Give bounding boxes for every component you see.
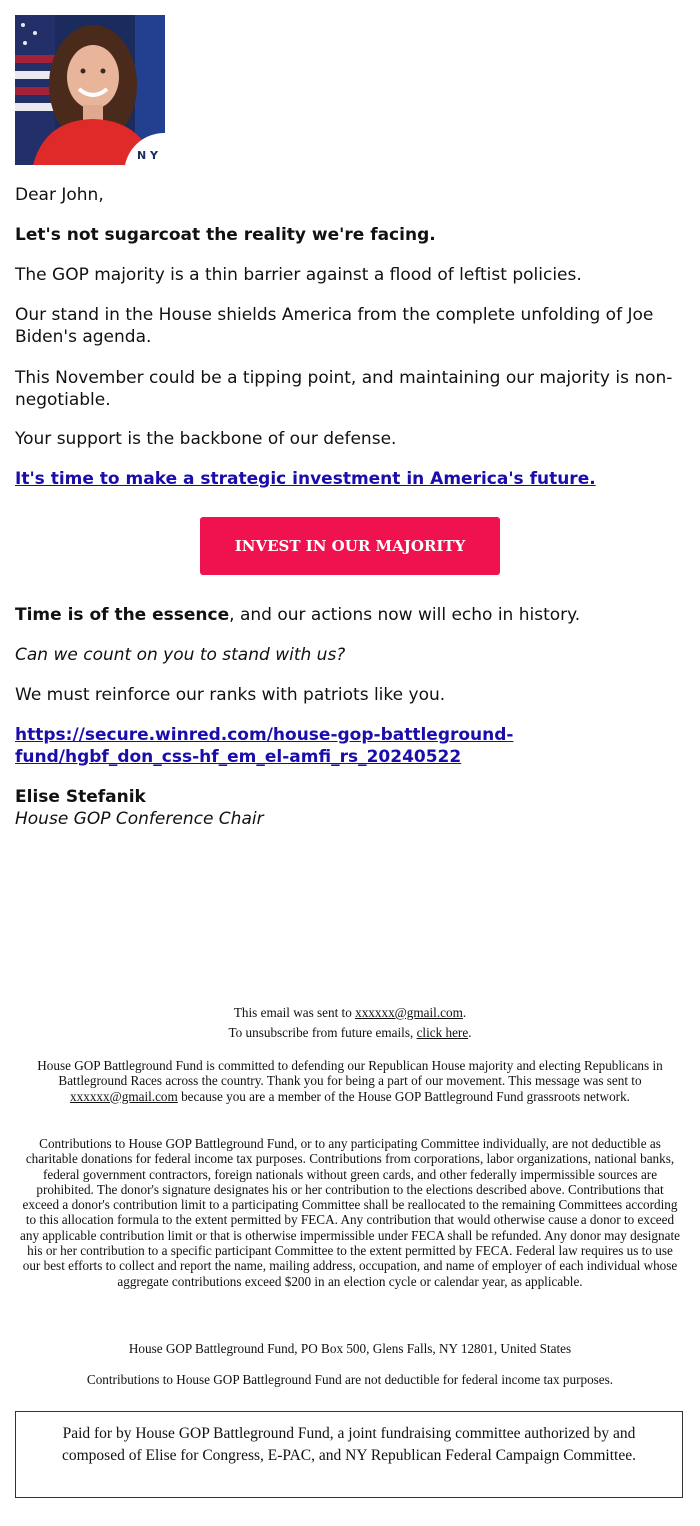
sent-to-email[interactable]: xxxxxx@gmail.com [355, 1005, 463, 1020]
sender-photo [15, 15, 165, 165]
sent-to-period: . [462, 1005, 467, 1020]
footer-legal: Contributions to House GOP Battleground Fund, or to any participating Committee individually, are not deductible as charitable donations for federal income tax purposes. Contributions from corporations, labor organizations, national banks, federal government contractors, foreign nationals without green cards, and other federally impermissible sources are prohibited. The donor's signature designates his or her contribution to the elections described above. Contributions that exceed a donor's contribution limit to a participating Committee shall be reallocated to the remaining Committees according to this allocation formula to the extent permitted by FECA. Any contribution that would otherwise cause a donor to exceed any applicable contribution limit or that is otherwise impermissible under FECA shall be refunded. Any donor may designate his or her contribution to a specific participant Committee to the extent permitted by FECA. Federal law requires us to use our best efforts to collect and report the name, mailing address, occupation, and name of employer of each individual whose aggregate contributions exceed $200 in an election cycle or calendar year, as applicable. [20, 1136, 680, 1289]
unsubscribe-text: To unsubscribe from future emails, [228, 1025, 417, 1040]
about-text-a: House GOP Battleground Fund is committed to defending our Republican House majority and electing Republicans in Battleground Races across the country. Thank you for being a part of our movement. This message was sent to [37, 1058, 663, 1089]
portrait-image [15, 15, 165, 165]
greeting: Dear John, [15, 185, 104, 205]
footer-sent-to [20, 1005, 680, 1020]
unsubscribe-period: . [468, 1025, 472, 1040]
paragraph-time [15, 604, 685, 626]
footer-unsubscribe [20, 1025, 680, 1040]
time-emphasis: Time is of the essence [15, 605, 230, 625]
unsubscribe-link[interactable]: click here [416, 1025, 469, 1040]
paragraph-house-stand: Our stand in the House shields America from the complete unfolding of Joe Biden's agenda. [15, 305, 654, 347]
paragraph-majority: The GOP majority is a thin barrier against a flood of leftist policies. [15, 265, 582, 285]
invest-button[interactable]: INVEST IN OUR MAJORITY [200, 517, 500, 575]
about-email[interactable]: xxxxxx@gmail.com [70, 1088, 178, 1104]
donation-url-line [15, 724, 685, 768]
donation-url-part1: https://secure.winred.com/house-gop-battleground- [15, 725, 514, 745]
paragraph-reinforce: We must reinforce our ranks with patriots like you. [15, 685, 446, 705]
investment-link-line [15, 468, 685, 490]
opening-line: Let's not sugarcoat the reality we're facing. [15, 225, 436, 245]
about-text-b: because you are a member of the House GOP Battleground Fund grassroots network. [177, 1088, 630, 1104]
paragraph-count-on-you: Can we count on you to stand with us? [15, 645, 346, 665]
donation-url-part2: fund/hgbf_don_css-hf_em_el-amfi_rs_20240522 [15, 747, 462, 767]
signature-name: Elise Stefanik [15, 787, 146, 807]
footer-tax-note: Contributions to House GOP Battleground Fund are not deductible for federal income tax purposes. [86, 1372, 614, 1387]
sent-to-text: This email was sent to [233, 1005, 356, 1020]
svg-text:N Y: N Y [137, 149, 159, 162]
time-rest: , and our actions now will echo in history. [229, 605, 581, 625]
footer-about [20, 1058, 680, 1104]
paid-for-disclaimer: Paid for by House GOP Battleground Fund, a joint fundraising committee authorized by and composed of Elise for Congress, E-PAC, and NY Republican Federal Campaign Committee. [15, 1411, 683, 1498]
paragraph-november: This November could be a tipping point, and maintaining our majority is non-negotiable. [15, 368, 673, 410]
investment-link[interactable]: It's time to make a strategic investment in America's future. [15, 469, 596, 489]
signature-title: House GOP Conference Chair [15, 809, 264, 829]
paragraph-support: Your support is the backbone of our defense. [15, 429, 397, 449]
footer-address: House GOP Battleground Fund, PO Box 500, Glens Falls, NY 12801, United States [128, 1341, 572, 1356]
donation-url-link[interactable] [15, 725, 514, 767]
